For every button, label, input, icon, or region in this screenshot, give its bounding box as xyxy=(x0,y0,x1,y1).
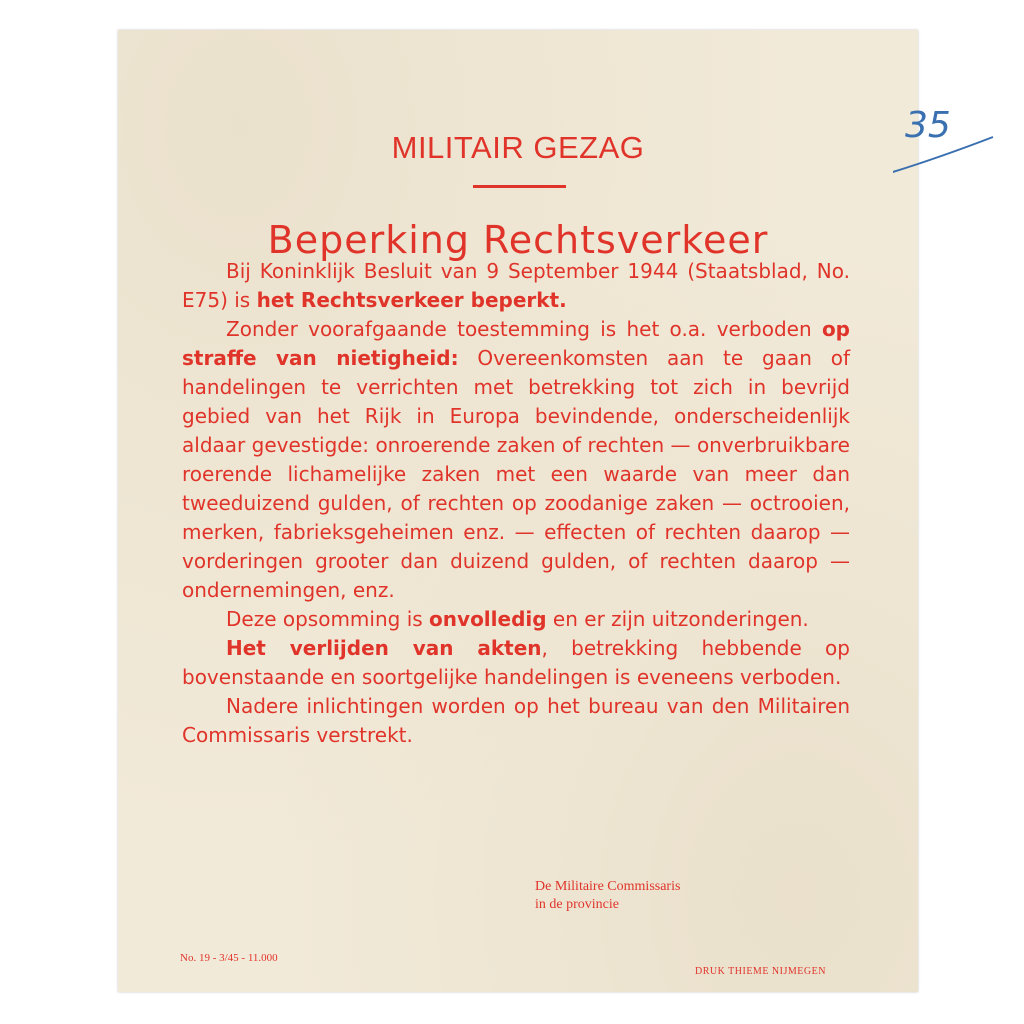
paragraph-text: Nadere inlichtingen worden op het bureau van den Militairen Commissaris verstrekt. xyxy=(182,694,850,747)
paragraph-text: , betrekking hebbende op bovenstaande en soortgelijke handelingen is eveneens verboden. xyxy=(182,636,850,689)
signature-line-2: in de provincie xyxy=(535,897,619,912)
paragraph-text: en er zijn uitzonderingen. xyxy=(546,607,809,631)
emphasis-text: Het verlijden van akten xyxy=(226,636,542,660)
handwritten-note xyxy=(893,85,1013,185)
poster-title: Beperking Rechtsverkeer xyxy=(267,218,769,262)
paragraph-text: Overeenkomsten aan te gaan of handelingen te verrichten met betrekking tot zich in bevrijd gebied van het Rijk in Europa bevindende, onderscheidenlijk aldaar gevestigde: onroerende zaken of rechten — onverbruikbare roerende lichamelijke zaken met een waarde van meer dan tweeduizend gulden, of rechten op zoodanige zaken — octrooien, merken, fabrieksgeheimen enz. — effecten of rechten daarop — vorderingen grooter dan duizend gulden, of rechten daarop — ondernemingen, enz. xyxy=(182,346,850,602)
signature-block xyxy=(535,878,680,914)
body-paragraph xyxy=(182,634,850,692)
poster-body xyxy=(182,257,850,750)
header-title: MILITAIR GEZAG xyxy=(391,130,645,165)
body-paragraph xyxy=(182,692,850,750)
paragraph-text: Bij Koninklijk Besluit van 9 September 1944 (Staatsblad, No. E75) is xyxy=(182,259,850,312)
emphasis-text: onvolledig xyxy=(429,607,547,631)
title-divider xyxy=(473,185,566,188)
body-paragraph xyxy=(182,315,850,605)
paragraph-text: Deze opsomming is xyxy=(226,607,430,631)
handwritten-number: 35 xyxy=(905,105,951,146)
paragraph-text: Zonder voorafgaande toestemming is het o.a. verboden xyxy=(226,317,822,341)
signature-line-1: De Militaire Commissaris xyxy=(535,879,681,894)
emphasis-text: het Rechtsverkeer beperkt. xyxy=(256,288,567,312)
body-paragraph xyxy=(182,605,850,634)
printer-credit: DRUK THIEME NIJMEGEN xyxy=(695,966,826,977)
print-number: No. 19 - 3/45 - 11.000 xyxy=(180,952,278,964)
emphasis-text: op straffe van nietigheid: xyxy=(182,317,850,370)
body-paragraph xyxy=(182,257,850,315)
